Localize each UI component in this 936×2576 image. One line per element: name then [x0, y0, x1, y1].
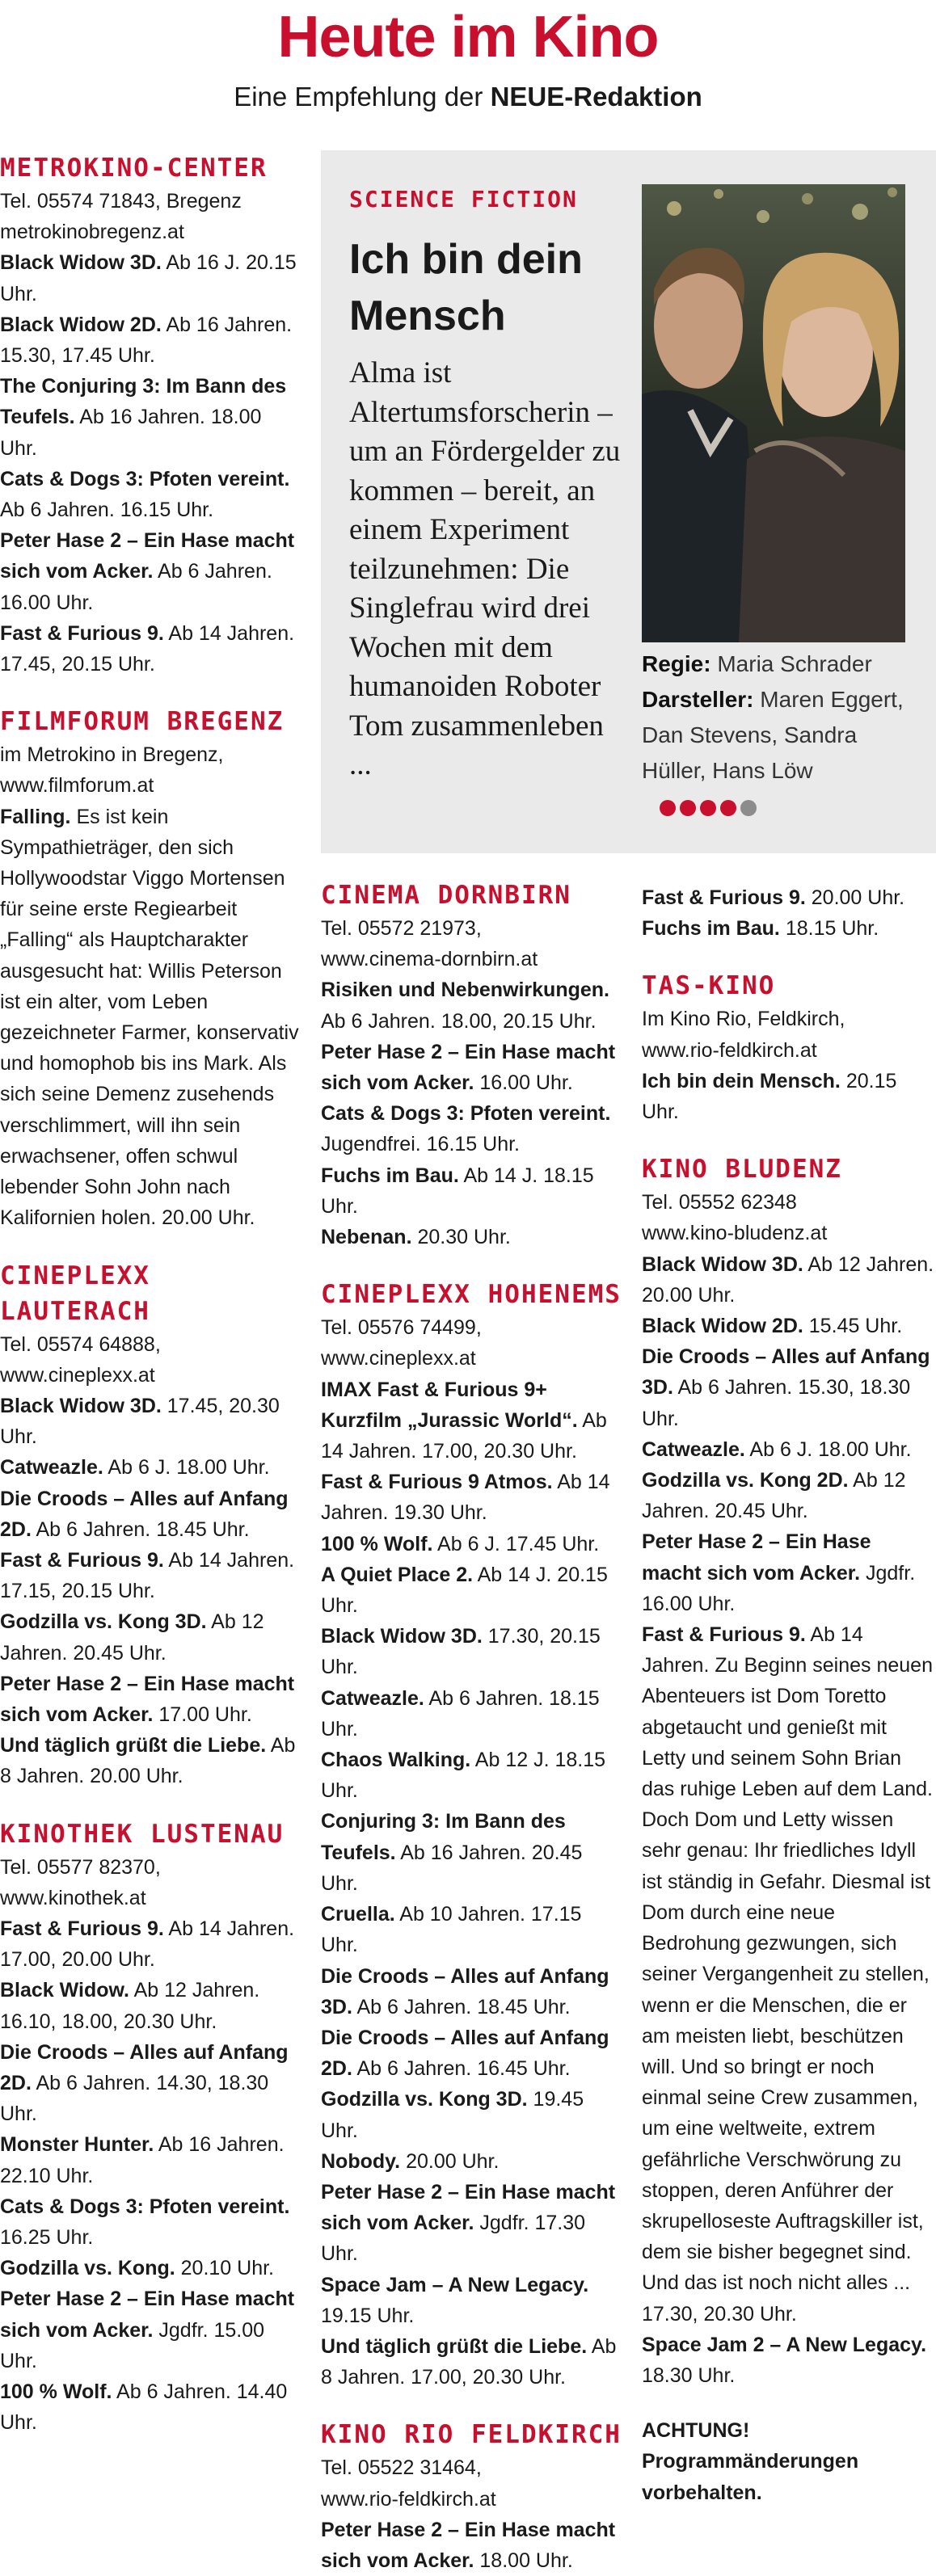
movie-listing [321, 1899, 624, 1960]
cinema-block [642, 968, 934, 1127]
movie-title: Black Widow 3D. [321, 1625, 483, 1648]
movie-info: 18.30 Uhr. [642, 2363, 736, 2387]
movie-listing [321, 1683, 624, 1745]
movie-listing [321, 1160, 624, 1222]
movie-info: Ab 12 Jahren. 20.45 Uhr. [0, 1610, 264, 1665]
movie-listing [0, 1730, 301, 1791]
feature-photo [642, 184, 905, 642]
movie-listing [642, 913, 934, 944]
movie-listing [321, 974, 624, 1036]
cinema-block [0, 150, 301, 680]
movie-info: 17.30, 20.15 Uhr. [321, 1625, 601, 1679]
movie-listing [321, 1037, 624, 1098]
movie-still-image [642, 184, 905, 642]
movie-title: Peter Hase 2 – Ein Hase macht sich vom Acker. [321, 1040, 616, 1095]
movie-info: Ab 14 J. 20.15 Uhr. [321, 1563, 608, 1618]
movie-info: Ab 14 Jahren. 17.00, 20.00 Uhr. [0, 1917, 295, 1972]
cinema-contact: Tel. 05576 74499, [321, 1316, 482, 1340]
director-name: Maria Schrader [717, 651, 872, 676]
cinema-name: METROKINO-CENTER [0, 154, 268, 183]
cinema-contact: Tel. 05574 64888, [0, 1332, 161, 1356]
feature-genre: SCIENCE FICTION [349, 186, 578, 213]
movie-title: Cruella. [321, 1903, 395, 1926]
movie-info: Ab 12 Jahren. 20.00 Uhr. [642, 1252, 934, 1307]
movie-title: Die Croods – Alles auf Anfang 2D. [321, 2026, 609, 2081]
column-right [642, 882, 934, 2508]
movie-title: Fast & Furious 9. [642, 886, 806, 909]
movie-info: Ab 6 Jahren. 16.15 Uhr. [0, 499, 214, 522]
movie-info: Ab 14 Jahren. 17.15, 20.15 Uhr. [0, 1548, 295, 1603]
movie-title: Und täglich grüßt die Liebe. [0, 1734, 267, 1757]
movie-listing [0, 2191, 301, 2253]
movie-title: Space Jam – A New Legacy. [321, 2273, 589, 2296]
movie-title: The Conjuring 3: Im Bann des Teufels. [0, 375, 287, 429]
cinema-contact: Im Kino Rio, Feldkirch, [642, 1008, 845, 1031]
movie-info: Ab 6 J. 18.00 Uhr. [108, 1456, 270, 1480]
movie-listing [0, 309, 301, 371]
movie-info: 20.00 Uhr. [811, 886, 905, 909]
movie-listing [321, 1559, 624, 1621]
movie-info: Jgdfr. 16.00 Uhr. [642, 1561, 916, 1615]
cinema-block [0, 1816, 301, 2439]
cinema-contact: www.filmforum.at [0, 774, 154, 798]
movie-info: Ab 6 Jahren. 15.30, 18.30 Uhr. [642, 1376, 911, 1430]
movie-listing [642, 1434, 934, 1465]
movie-listing [321, 1529, 624, 1559]
movie-info: Ab 14 Jahren. 17.45, 20.15 Uhr. [0, 621, 295, 676]
movie-listing [642, 1341, 934, 1434]
cinema-name: KINO RIO FELDKIRCH [321, 2420, 622, 2450]
movie-listing [0, 525, 301, 618]
movie-info: 19.15 Uhr. [321, 2304, 415, 2327]
movie-listing [642, 1619, 934, 2330]
cinema-block [321, 1277, 624, 2393]
movie-listing [0, 1484, 301, 1545]
movie-title: Fuchs im Bau. [321, 1164, 459, 1187]
movie-title: Black Widow. [0, 1979, 129, 2002]
movie-title: Black Widow 3D. [0, 251, 162, 275]
movie-info: Ab 16 Jahren. 22.10 Uhr. [0, 2133, 285, 2187]
movie-info: Ab 6 Jahren. 14.40 Uhr. [0, 2380, 288, 2435]
cinema-name: FILMFORUM BREGENZ [0, 707, 285, 737]
movie-listing [0, 1975, 301, 2036]
movie-listing [642, 1465, 934, 1526]
movie-listing [0, 247, 301, 309]
cinema-contact: Tel. 05522 31464, [321, 2456, 482, 2480]
movie-title: Monster Hunter. [0, 2133, 154, 2157]
movie-title: Cats & Dogs 3: Pfoten vereint. [0, 467, 290, 490]
movie-info: Es ist kein Sympathieträger, den sich Hollywoodstar Viggo Mortensen für seine erste Regiearbeit „Falling“ als Hauptcharakter ausgesucht hat: Willis Peterson ist ein alter, vom Leben gezeichneter Farmer, konservativ und homophob bis ins Mark. Als sich seine Demenz zusehends verschlimmert, will ihn sein erwachsener, offen schwul lebender Sohn John nach Kalifornien holen. 20.00 Uhr. [0, 805, 299, 1230]
movie-title: Risiken und Nebenwirkungen. [321, 979, 609, 1002]
movie-info: Ab 16 J. 20.15 Uhr. [0, 251, 297, 305]
subtitle-brand: NEUE-Redaktion [490, 82, 702, 112]
movie-title: Conjuring 3: Im Bann des Teufels. [321, 1810, 566, 1864]
movie-info: Ab 16 Jahren. 20.45 Uhr. [321, 1841, 583, 1895]
movie-listing [0, 371, 301, 464]
movie-info: 18.15 Uhr. [785, 917, 879, 941]
cinema-block [642, 2415, 934, 2508]
cinema-block [321, 2417, 624, 2576]
movie-title: Peter Hase 2 – Ein Hase macht sich vom Acker. [0, 529, 295, 583]
movie-listing [642, 2415, 934, 2508]
movie-listing [0, 2376, 301, 2438]
movie-info: Ab 6 Jahren. 18.15 Uhr. [321, 1686, 600, 1740]
movie-title: Peter Hase 2 – Ein Hase macht sich vom Acker. [321, 2518, 616, 2572]
cinema-name: KINO BLUDENZ [642, 1155, 842, 1185]
movie-listing [321, 2331, 624, 2393]
movie-listing [321, 1222, 624, 1252]
movie-title: Black Widow 2D. [0, 313, 162, 336]
rating-dots [660, 800, 757, 816]
movie-info: Ab 16 Jahren. 18.00 Uhr. [0, 406, 262, 460]
movie-info: Ab 14 Jahren. 17.00, 20.30 Uhr. [321, 1408, 607, 1463]
movie-listing [0, 1669, 301, 1730]
movie-info: 16.00 Uhr. [479, 1071, 573, 1095]
cinema-block [321, 878, 624, 1252]
movie-info: Ab 6 J. 18.00 Uhr. [749, 1437, 912, 1461]
movie-info: Ab 12 J. 18.15 Uhr. [321, 1749, 606, 1803]
column-left [0, 150, 301, 2438]
feature-description: Alma ist Altertumsforscherin – um an Fördergelder zu kommen – bereit, an einem Experiment teilzunehmen: Die Singlefrau wird drei Wochen mit dem humanoiden Roboter Tom zusammenleben ... [349, 356, 621, 781]
movie-title: Peter Hase 2 – Ein Hase macht sich vom Acker. [0, 1672, 295, 1726]
movie-info: Ab 6 Jahren. 18.45 Uhr. [356, 1995, 571, 2018]
movie-listing [321, 1745, 624, 1806]
cinema-block [642, 1151, 934, 2391]
cinema-contact: www.cineplexx.at [0, 1363, 155, 1387]
movie-title: Und täglich grüßt die Liebe. [321, 2334, 588, 2358]
movie-listing [321, 2515, 624, 2576]
cinema-contact: www.kino-bludenz.at [642, 1222, 828, 1245]
movie-listing [321, 2177, 624, 2270]
cinema-contact: metrokinobregenz.at [0, 221, 184, 244]
movie-title: Godzilla vs. Kong 3D. [321, 2088, 528, 2111]
movie-info: Jgdfr. 15.00 Uhr. [0, 2318, 265, 2372]
movie-info: Ab 8 Jahren. 20.00 Uhr. [0, 1734, 296, 1788]
movie-title: IMAX Fast & Furious 9+ Kurzfilm „Jurassic World“. [321, 1378, 578, 1432]
movie-title: Peter Hase 2 – Ein Hase macht sich vom Acker. [642, 1530, 871, 1585]
movie-info: Ab 12 Jahren. 16.10, 18.00, 20.30 Uhr. [0, 1979, 260, 2033]
movie-title: Cats & Dogs 3: Pfoten vereint. [0, 2195, 290, 2218]
cinema-name: CINEPLEXX HOHENEMS [321, 1280, 622, 1310]
rating-dot-filled [720, 800, 736, 816]
movie-listing [0, 802, 301, 1234]
movie-listing [642, 1311, 934, 1341]
movie-title: Fast & Furious 9 Atmos. [321, 1471, 553, 1494]
cinema-contact: Tel. 05574 71843, Bregenz [0, 190, 242, 213]
movie-title: Black Widow 3D. [0, 1394, 162, 1417]
movie-info: Ab 10 Jahren. 17.15 Uhr. [321, 1903, 582, 1957]
cinema-contact: Tel. 05572 21973, [321, 917, 482, 940]
movie-listing [0, 1391, 301, 1452]
movie-title: Ich bin dein Mensch. [642, 1069, 841, 1092]
movie-listing [0, 464, 301, 525]
movie-title: Black Widow 2D. [642, 1315, 803, 1338]
movie-listing [0, 1913, 301, 1975]
page-title: Heute im Kino [277, 5, 659, 69]
movie-listing [321, 1961, 624, 2022]
movie-info: 20.30 Uhr. [417, 1226, 511, 1249]
rating-dot-filled [680, 800, 696, 816]
movie-listing [321, 1621, 624, 1682]
movie-title: Nobody. [321, 2149, 401, 2173]
cinema-name: CINEPLEXX LAUTERACH [0, 1261, 150, 1326]
movie-info: 18.00 Uhr. [479, 2549, 573, 2572]
movie-listing [642, 1526, 934, 1619]
movie-listing [0, 2283, 301, 2376]
movie-info: Ab 6 Jahren. 16.45 Uhr. [356, 2057, 571, 2081]
cast-label: Darsteller: [642, 687, 754, 712]
movie-info: Ab 14 J. 18.15 Uhr. [321, 1164, 594, 1218]
page-subtitle [0, 79, 936, 115]
movie-listing [0, 1545, 301, 1606]
movie-listing [321, 2022, 624, 2084]
movie-title: Nebenan. [321, 1226, 412, 1249]
movie-listing [0, 2253, 301, 2283]
movie-title: Fuchs im Bau. [642, 917, 780, 941]
column-middle [321, 878, 624, 2576]
movie-title: Godzilla vs. Kong. [0, 2257, 175, 2280]
movie-title: Die Croods – Alles auf Anfang 3D. [642, 1345, 930, 1400]
cinema-block [0, 1258, 301, 1792]
movie-title: Die Croods – Alles auf Anfang 2D. [0, 1487, 289, 1541]
movie-title: 100 % Wolf. [321, 1532, 433, 1555]
movie-title: 100 % Wolf. [0, 2380, 112, 2403]
rating-dot-empty [740, 800, 757, 816]
movie-listing [321, 1467, 624, 1528]
movie-title: A Quiet Place 2. [321, 1563, 474, 1586]
movie-info: Jugendfrei. 16.15 Uhr. [321, 1133, 520, 1156]
cinema-contact: im Metrokino in Bregenz, [0, 743, 224, 767]
movie-info: 15.45 Uhr. [808, 1315, 903, 1338]
movie-title: Peter Hase 2 – Ein Hase macht sich vom Acker. [0, 2288, 295, 2342]
movie-info: Jgdfr. 17.30 Uhr. [321, 2212, 586, 2266]
movie-info: 17.00 Uhr. [158, 1703, 252, 1726]
cinema-contact: www.rio-feldkirch.at [642, 1038, 817, 1062]
movie-listing [321, 2146, 624, 2177]
movie-listing [321, 2084, 624, 2145]
movie-listing [321, 1806, 624, 1899]
cinema-contact: Tel. 05577 82370, [0, 1855, 161, 1879]
cast-names: Maren Eggert, Dan Stevens, Sandra Hüller, Hans Löw [642, 687, 904, 783]
movie-title: Catweazle. [321, 1686, 424, 1710]
movie-info: Ab 14 Jahren. Zu Beginn seines neuen Abenteuers ist Dom Toretto abgetaucht und genießt mit Letty und seinem Sohn Brian das ruhige Leben auf dem Land. Doch Dom und Letty wissen sehr genau: Ihr friedliches Idyll ist ständig in Gefahr. Diesmal ist Dom durch eine neue Bedrohung gezwungen, sich seiner Vergangenheit zu stellen, wenn er die Menschen, die er am meisten liebt, beschützen will. Und so bringt er noch einmal seine Crew zusammen, um eine weltweite, extrem gefährliche Verschwörung zu stoppen, deren Anführer der skrupelloseste Auftragskiller ist, dem sie bisher begegnet sind. Und das ist noch nicht alles ... 17.30, 20.30 Uhr. [642, 1623, 933, 2326]
movie-title: Fast & Furious 9. [0, 621, 164, 645]
movie-info: Ab 16 Jahren. 15.30, 17.45 Uhr. [0, 313, 293, 368]
movie-title: Falling. [0, 805, 71, 828]
movie-title: Godzilla vs. Kong 3D. [0, 1610, 207, 1634]
movie-info: Ab 6 Jahren. 18.45 Uhr. [36, 1517, 250, 1541]
cinema-contact: www.cinema-dornbirn.at [321, 948, 538, 971]
movie-info: Ab 8 Jahren. 17.00, 20.30 Uhr. [321, 2334, 617, 2389]
movie-listing [0, 2129, 301, 2191]
cinema-contact: www.kinothek.at [0, 1886, 146, 1909]
movie-listing [0, 2037, 301, 2130]
movie-title: Cats & Dogs 3: Pfoten vereint. [321, 1102, 611, 1126]
movie-title: Chaos Walking. [321, 1749, 471, 1772]
movie-info: Ab 6 Jahren. 18.00, 20.15 Uhr. [321, 1009, 597, 1033]
cinema-name: CINEMA DORNBIRN [321, 881, 571, 910]
movie-info: Ab 12 Jahren. 20.45 Uhr. [642, 1469, 906, 1523]
director-label: Regie: [642, 651, 711, 676]
movie-listing [642, 1249, 934, 1311]
movie-listing [0, 618, 301, 680]
movie-listing [321, 1098, 624, 1160]
movie-listing [0, 1452, 301, 1483]
movie-title: Peter Hase 2 – Ein Hase macht sich vom Acker. [321, 2180, 616, 2235]
cinema-name: KINOTHEK LUSTENAU [0, 1819, 285, 1849]
movie-info: Ab 6 Jahren. 14.30, 18.30 Uhr. [0, 2071, 269, 2126]
movie-title: Black Widow 3D. [642, 1252, 803, 1276]
feature-credits [642, 646, 925, 824]
subtitle-text: Eine Empfehlung der [234, 82, 491, 112]
rating-dot-filled [660, 800, 676, 816]
movie-title: Godzilla vs. Kong 2D. [642, 1469, 849, 1492]
movie-title: Die Croods – Alles auf Anfang 2D. [0, 2040, 289, 2094]
movie-info: Ab 14 Jahren. 19.30 Uhr. [321, 1471, 610, 1525]
movie-listing [642, 2330, 934, 2391]
rating-dot-filled [700, 800, 716, 816]
movie-info: 20.15 Uhr. [642, 1069, 897, 1124]
movie-listing [642, 1066, 934, 1127]
movie-title: ACHTUNG! Programmänderungen vorbehalten. [642, 2419, 859, 2504]
cinema-block [0, 704, 301, 1233]
movie-listing [321, 2270, 624, 2331]
movie-info: 20.10 Uhr. [180, 2257, 274, 2280]
movie-info: Ab 6 Jahren. 16.00 Uhr. [0, 560, 272, 614]
cinema-contact: Tel. 05552 62348 [642, 1191, 797, 1214]
movie-info: Ab 6 J. 17.45 Uhr. [437, 1532, 600, 1555]
cinema-contact: www.cineplexx.at [321, 1347, 476, 1370]
movie-info: 20.00 Uhr. [406, 2149, 500, 2173]
cinema-block [642, 882, 934, 944]
movie-title: Die Croods – Alles auf Anfang 3D. [321, 1964, 609, 2018]
movie-listing [321, 1374, 624, 1467]
movie-info: 19.45 Uhr. [321, 2088, 584, 2142]
movie-title: Space Jam 2 – A New Legacy. [642, 2333, 927, 2356]
movie-listing [642, 882, 934, 913]
movie-title: Fast & Furious 9. [0, 1917, 164, 1940]
movie-title: Catweazle. [642, 1437, 745, 1461]
movie-title: Fast & Furious 9. [642, 1623, 806, 1647]
cinema-contact: www.rio-feldkirch.at [321, 2487, 496, 2511]
movie-listing [0, 1606, 301, 1668]
cinema-name: TAS-KINO [642, 971, 776, 1001]
movie-title: Catweazle. [0, 1456, 103, 1480]
movie-info: 16.25 Uhr. [0, 2225, 94, 2249]
movie-title: Fast & Furious 9. [0, 1548, 164, 1572]
feature-title: Ich bin dein Mensch [349, 236, 583, 339]
movie-info: 17.45, 20.30 Uhr. [0, 1394, 280, 1449]
